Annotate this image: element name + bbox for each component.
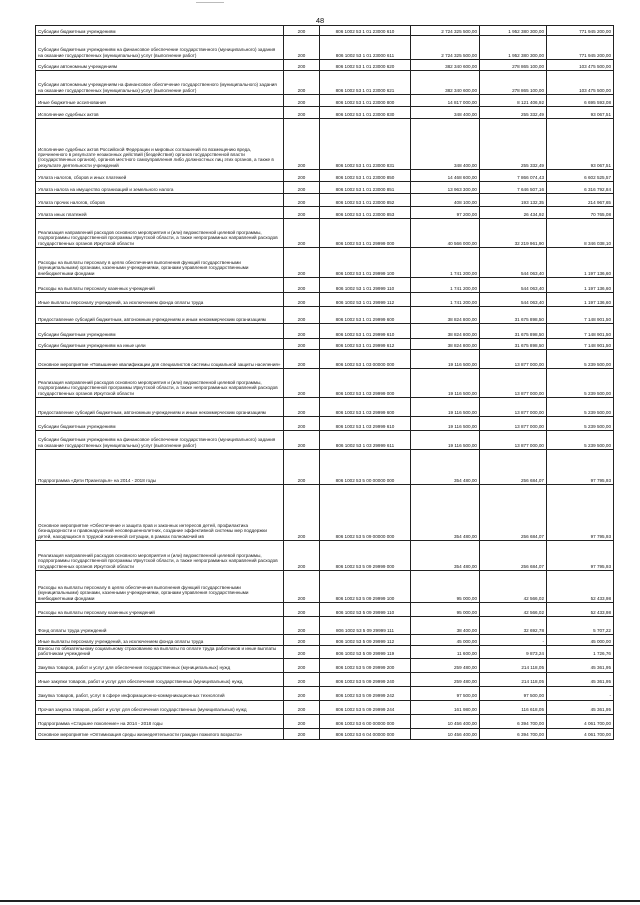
row-executed-amount: 9 873,24 bbox=[480, 646, 547, 659]
row-executed-amount: 13 877 000,00 bbox=[480, 417, 547, 431]
row-name: Субсидии автономным учреждениям на финансовое обеспечение государственного (муниципального) задания на оказание государственных (муниципальных) услуг (выполнение работ) bbox=[36, 71, 284, 95]
row-unexecuted-amount: 1 726,76 bbox=[547, 646, 614, 659]
row-name: Уплата налогов, сборов и иных платежей bbox=[36, 170, 284, 182]
row-budget-code: 806 1002 53 1 01 23000 620 bbox=[320, 60, 411, 71]
row-executed-amount: 116 618,05 bbox=[480, 700, 547, 714]
row-approved-amount: 97 500,00 bbox=[411, 686, 480, 700]
row-approved-amount: 40 566 000,00 bbox=[411, 219, 480, 248]
row-unexecuted-amount: 93 067,51 bbox=[547, 107, 614, 119]
scan-mark bbox=[196, 2, 224, 3]
row-budget-code: 806 1002 53 6 04 00000 000 bbox=[320, 728, 411, 739]
row-budget-code: 806 1002 53 5 09 29999 240 bbox=[320, 672, 411, 686]
row-budget-code: 806 1002 53 1 03 29999 000 bbox=[320, 369, 411, 398]
row-budget-code: 806 1002 53 1 01 23000 610 bbox=[320, 26, 411, 36]
row-executed-amount: 32 692,78 bbox=[480, 617, 547, 635]
row-budget-code: 806 1002 53 5 09 29999 242 bbox=[320, 686, 411, 700]
table-row bbox=[36, 672, 614, 686]
row-column-code: 200 bbox=[284, 369, 320, 398]
row-executed-amount: 13 877 000,00 bbox=[480, 431, 547, 450]
row-executed-amount: 6 394 700,00 bbox=[480, 714, 547, 728]
table-row bbox=[36, 350, 614, 369]
row-column-code: 200 bbox=[284, 324, 320, 339]
row-column-code: 200 bbox=[284, 728, 320, 739]
row-unexecuted-amount: 6 316 792,84 bbox=[547, 182, 614, 194]
row-approved-amount: 382 340 600,00 bbox=[411, 60, 480, 71]
row-executed-amount: 255 332,49 bbox=[480, 119, 547, 170]
row-column-code: 200 bbox=[284, 672, 320, 686]
row-executed-amount: 1 952 380 300,00 bbox=[480, 36, 547, 60]
table-row bbox=[36, 417, 614, 431]
row-unexecuted-amount: 103 475 500,00 bbox=[547, 71, 614, 95]
table-row bbox=[36, 571, 614, 603]
row-executed-amount: 278 865 100,00 bbox=[480, 71, 547, 95]
row-name: Прочая закупка товаров, работ и услуг для обеспечения государственных (муниципальных) нужд bbox=[36, 700, 284, 714]
row-approved-amount: 19 116 500,00 bbox=[411, 417, 480, 431]
row-budget-code: 806 1002 53 5 00 00000 000 bbox=[320, 450, 411, 485]
table-row bbox=[36, 26, 614, 36]
table-row bbox=[36, 714, 614, 728]
row-approved-amount: 38 824 800,00 bbox=[411, 307, 480, 324]
row-approved-amount: 354 480,00 bbox=[411, 541, 480, 571]
row-approved-amount: 2 724 325 500,00 bbox=[411, 36, 480, 60]
row-budget-code: 806 1002 53 6 00 00000 000 bbox=[320, 714, 411, 728]
row-unexecuted-amount: 97 795,93 bbox=[547, 541, 614, 571]
row-budget-code: 806 1002 53 1 01 23000 853 bbox=[320, 207, 411, 219]
row-approved-amount: 19 116 500,00 bbox=[411, 431, 480, 450]
row-budget-code: 806 1002 53 5 09 29999 000 bbox=[320, 541, 411, 571]
row-unexecuted-amount: 1 197 136,60 bbox=[547, 293, 614, 307]
table-row bbox=[36, 324, 614, 339]
row-executed-amount: 544 063,40 bbox=[480, 278, 547, 293]
row-executed-amount: 7 866 074,43 bbox=[480, 170, 547, 182]
row-column-code: 200 bbox=[284, 714, 320, 728]
table-row bbox=[36, 307, 614, 324]
row-unexecuted-amount: 45 361,95 bbox=[547, 700, 614, 714]
row-executed-amount: 256 684,07 bbox=[480, 450, 547, 485]
row-unexecuted-amount: 70 765,08 bbox=[547, 207, 614, 219]
row-unexecuted-amount: 45 000,00 bbox=[547, 635, 614, 646]
table-row bbox=[36, 207, 614, 219]
row-budget-code: 806 1002 53 1 01 29999 110 bbox=[320, 278, 411, 293]
row-executed-amount: 42 566,02 bbox=[480, 603, 547, 617]
row-approved-amount: 259 480,00 bbox=[411, 672, 480, 686]
row-budget-code: 806 1002 53 1 01 23000 800 bbox=[320, 95, 411, 107]
table-row bbox=[36, 686, 614, 700]
table-row bbox=[36, 728, 614, 739]
row-approved-amount: 95 000,00 bbox=[411, 571, 480, 603]
row-approved-amount: 11 600,00 bbox=[411, 646, 480, 659]
row-executed-amount: 13 877 000,00 bbox=[480, 350, 547, 369]
budget-execution-table bbox=[35, 25, 614, 740]
row-unexecuted-amount: 8 346 038,10 bbox=[547, 219, 614, 248]
row-budget-code: 806 1002 53 1 01 29999 610 bbox=[320, 324, 411, 339]
table-row bbox=[36, 95, 614, 107]
row-budget-code: 806 1002 53 1 01 23000 611 bbox=[320, 36, 411, 60]
row-name: Подпрограмма «Дети Приангарья» на 2014 - 2018 годы bbox=[36, 450, 284, 485]
row-column-code: 200 bbox=[284, 417, 320, 431]
row-budget-code: 806 1002 53 5 09 00000 000 bbox=[320, 485, 411, 541]
table-row bbox=[36, 36, 614, 60]
row-executed-amount: 8 121 406,92 bbox=[480, 95, 547, 107]
row-column-code: 200 bbox=[284, 95, 320, 107]
row-approved-amount: 1 741 200,00 bbox=[411, 293, 480, 307]
row-unexecuted-amount: 103 475 500,00 bbox=[547, 60, 614, 71]
row-executed-amount: 214 118,05 bbox=[480, 658, 547, 672]
row-name: Закупка товаров, работ и услуг для обеспечения государственных (муниципальных) нужд bbox=[36, 658, 284, 672]
row-executed-amount: 32 219 961,90 bbox=[480, 219, 547, 248]
row-column-code: 200 bbox=[284, 635, 320, 646]
row-name: Фонд оплаты труда учреждений bbox=[36, 617, 284, 635]
table-row bbox=[36, 603, 614, 617]
row-executed-amount: 13 877 000,00 bbox=[480, 398, 547, 417]
row-approved-amount: 1 741 200,00 bbox=[411, 248, 480, 278]
table-row bbox=[36, 194, 614, 207]
row-executed-amount: 256 684,07 bbox=[480, 541, 547, 571]
row-name: Расходы на выплаты персоналу казенных учреждений bbox=[36, 278, 284, 293]
row-name: Реализация направлений расходов основного мероприятия и (или) ведомственной целевой программы, подпрограммы государственной программы Иркутской области, а также непрограммных направлений расходов государственных органов Иркутской области bbox=[36, 541, 284, 571]
row-approved-amount: 38 824 800,00 bbox=[411, 339, 480, 350]
row-column-code: 200 bbox=[284, 293, 320, 307]
row-unexecuted-amount: 5 239 500,00 bbox=[547, 398, 614, 417]
row-column-code: 200 bbox=[284, 541, 320, 571]
table-row bbox=[36, 170, 614, 182]
row-name: Исполнение судебных актов bbox=[36, 107, 284, 119]
row-budget-code: 806 1002 53 5 09 29999 119 bbox=[320, 646, 411, 659]
row-executed-amount: 31 675 898,50 bbox=[480, 339, 547, 350]
row-unexecuted-amount: 52 433,98 bbox=[547, 603, 614, 617]
row-unexecuted-amount: 52 433,98 bbox=[547, 571, 614, 603]
row-approved-amount: 408 100,00 bbox=[411, 194, 480, 207]
row-column-code: 200 bbox=[284, 700, 320, 714]
row-approved-amount: 348 400,00 bbox=[411, 107, 480, 119]
row-column-code: 200 bbox=[284, 339, 320, 350]
row-name: Предоставление субсидий бюджетным, автономным учреждениям и иным некоммерческим организациям bbox=[36, 307, 284, 324]
row-unexecuted-amount: 97 795,93 bbox=[547, 450, 614, 485]
row-unexecuted-amount: 7 148 901,50 bbox=[547, 307, 614, 324]
row-name: Реализация направлений расходов основного мероприятия и (или) ведомственной целевой программы, подпрограммы государственной программы Иркутской области, а также непрограммных направлений расходов государственных органов Иркутской области bbox=[36, 369, 284, 398]
row-budget-code: 806 1002 53 1 01 29999 612 bbox=[320, 339, 411, 350]
row-column-code: 200 bbox=[284, 307, 320, 324]
row-unexecuted-amount: 5 239 500,00 bbox=[547, 431, 614, 450]
row-budget-code: 806 1002 53 1 03 29999 600 bbox=[320, 398, 411, 417]
row-unexecuted-amount: 4 061 700,00 bbox=[547, 728, 614, 739]
row-executed-amount: - bbox=[480, 635, 547, 646]
table-row bbox=[36, 541, 614, 571]
row-name: Исполнение судебных актов Российской Федерации и мировых соглашений по возмещению вреда, причиненного в результате незаконных действий (бездействия) органов государственной власти (государственных органов), органов местного самоуправления либо должностных лиц этих органов, а также в результате деятельности учреждений bbox=[36, 119, 284, 170]
row-budget-code: 806 1002 53 1 01 23000 621 bbox=[320, 71, 411, 95]
row-name: Основное мероприятие «Повышение квалификации для специалистов системы социальной защиты населения» bbox=[36, 350, 284, 369]
row-approved-amount: 354 480,00 bbox=[411, 450, 480, 485]
row-column-code: 200 bbox=[284, 431, 320, 450]
row-budget-code: 806 1002 53 1 01 29999 600 bbox=[320, 307, 411, 324]
row-approved-amount: 1 741 200,00 bbox=[411, 278, 480, 293]
row-executed-amount: 1 952 380 300,00 bbox=[480, 26, 547, 36]
row-approved-amount: 45 000,00 bbox=[411, 635, 480, 646]
row-column-code: 200 bbox=[284, 26, 320, 36]
row-approved-amount: 97 200,00 bbox=[411, 207, 480, 219]
row-name: Взносы по обязательному социальному страхованию на выплаты по оплате труда работников и иные выплаты работникам учреждений bbox=[36, 646, 284, 659]
row-executed-amount: 6 394 700,00 bbox=[480, 728, 547, 739]
row-name: Расходы на выплаты персоналу в целях обеспечения выполнения функций государственными (муниципальными) органами, казенными учреждениями, органами управления государственными внебюджетными фондами bbox=[36, 248, 284, 278]
row-executed-amount: 42 566,02 bbox=[480, 571, 547, 603]
row-unexecuted-amount: 771 945 200,00 bbox=[547, 26, 614, 36]
table-body bbox=[36, 26, 614, 740]
row-executed-amount: 7 646 507,16 bbox=[480, 182, 547, 194]
row-approved-amount: 259 480,00 bbox=[411, 658, 480, 672]
row-budget-code: 806 1002 53 1 01 23000 852 bbox=[320, 194, 411, 207]
row-name: Субсидии бюджетным учреждениям bbox=[36, 324, 284, 339]
table-row bbox=[36, 248, 614, 278]
row-name: Основное мероприятие «Обеспечение и защита прав и законных интересов детей, профилактика безнадзорности и правонарушений несовершеннолетних, создание эффективной системы мер поддержки детей, находящихся в трудной жизненной ситуации, в рамках полномочий мв bbox=[36, 485, 284, 541]
page-number: 48 bbox=[315, 16, 325, 25]
row-column-code: 200 bbox=[284, 646, 320, 659]
row-unexecuted-amount: 7 148 901,50 bbox=[547, 339, 614, 350]
row-executed-amount: 193 132,35 bbox=[480, 194, 547, 207]
row-column-code: 200 bbox=[284, 71, 320, 95]
row-approved-amount: 382 340 600,00 bbox=[411, 71, 480, 95]
row-name: Субсидии бюджетным учреждениям на финансовое обеспечение государственного (муниципального) задания на оказание государственных (муниципальных) услуг (выполнение работ) bbox=[36, 431, 284, 450]
row-budget-code: 806 1002 53 1 01 23000 831 bbox=[320, 119, 411, 170]
row-column-code: 200 bbox=[284, 194, 320, 207]
row-approved-amount: 348 400,00 bbox=[411, 119, 480, 170]
row-executed-amount: 544 063,40 bbox=[480, 248, 547, 278]
row-approved-amount: 161 980,00 bbox=[411, 700, 480, 714]
row-budget-code: 806 1002 53 5 09 29999 111 bbox=[320, 617, 411, 635]
row-name: Расходы на выплаты персоналу в целях обеспечения выполнения функций государственными (муниципальными) органами, казенными учреждениями, органами управления государственными внебюджетными фондами bbox=[36, 571, 284, 603]
row-column-code: 200 bbox=[284, 603, 320, 617]
row-budget-code: 806 1002 53 5 09 29999 110 bbox=[320, 603, 411, 617]
row-unexecuted-amount: 214 967,65 bbox=[547, 194, 614, 207]
row-budget-code: 806 1002 53 1 03 29999 611 bbox=[320, 431, 411, 450]
row-approved-amount: 19 116 500,00 bbox=[411, 369, 480, 398]
row-budget-code: 806 1002 53 5 09 29999 112 bbox=[320, 635, 411, 646]
row-unexecuted-amount: 45 361,95 bbox=[547, 658, 614, 672]
row-budget-code: 806 1002 53 1 01 29999 112 bbox=[320, 293, 411, 307]
row-approved-amount: 38 824 800,00 bbox=[411, 324, 480, 339]
row-approved-amount: 19 116 500,00 bbox=[411, 398, 480, 417]
row-name: Основное мероприятие «Оптимизация среды жизнедеятельности граждан пожилого возраста» bbox=[36, 728, 284, 739]
row-unexecuted-amount: 771 945 200,00 bbox=[547, 36, 614, 60]
row-name: Субсидии бюджетным учреждениям на иные цели bbox=[36, 339, 284, 350]
row-executed-amount: 31 675 898,50 bbox=[480, 324, 547, 339]
row-column-code: 200 bbox=[284, 248, 320, 278]
row-name: Иные выплаты персоналу учреждений, за исключением фонда оплаты труда bbox=[36, 293, 284, 307]
row-executed-amount: 31 675 898,50 bbox=[480, 307, 547, 324]
row-column-code: 200 bbox=[284, 450, 320, 485]
row-approved-amount: 14 468 600,00 bbox=[411, 170, 480, 182]
row-executed-amount: 97 500,00 bbox=[480, 686, 547, 700]
table-row bbox=[36, 646, 614, 659]
row-budget-code: 806 1002 53 1 03 29999 610 bbox=[320, 417, 411, 431]
row-name: Иные бюджетные ассигнования bbox=[36, 95, 284, 107]
row-name: Субсидии автономным учреждениям bbox=[36, 60, 284, 71]
row-unexecuted-amount: 45 361,95 bbox=[547, 672, 614, 686]
row-approved-amount: 354 480,00 bbox=[411, 485, 480, 541]
row-approved-amount: 95 000,00 bbox=[411, 603, 480, 617]
row-name: Субсидии бюджетным учреждениям bbox=[36, 26, 284, 36]
row-column-code: 200 bbox=[284, 207, 320, 219]
row-column-code: 200 bbox=[284, 398, 320, 417]
row-budget-code: 806 1002 53 1 01 29999 100 bbox=[320, 248, 411, 278]
table-row bbox=[36, 219, 614, 248]
row-column-code: 200 bbox=[284, 350, 320, 369]
table-row bbox=[36, 700, 614, 714]
row-column-code: 200 bbox=[284, 571, 320, 603]
row-budget-code: 806 1002 53 1 01 29999 000 bbox=[320, 219, 411, 248]
row-column-code: 200 bbox=[284, 107, 320, 119]
row-unexecuted-amount: 4 061 700,00 bbox=[547, 714, 614, 728]
row-unexecuted-amount: 7 148 901,50 bbox=[547, 324, 614, 339]
row-budget-code: 806 1002 53 1 01 23000 850 bbox=[320, 170, 411, 182]
row-budget-code: 806 1002 53 1 01 23000 830 bbox=[320, 107, 411, 119]
row-column-code: 200 bbox=[284, 36, 320, 60]
row-column-code: 200 bbox=[284, 617, 320, 635]
row-approved-amount: 2 724 325 500,00 bbox=[411, 26, 480, 36]
row-unexecuted-amount: 5 707,22 bbox=[547, 617, 614, 635]
table-row bbox=[36, 339, 614, 350]
table-row bbox=[36, 635, 614, 646]
table-row bbox=[36, 119, 614, 170]
row-column-code: 200 bbox=[284, 182, 320, 194]
row-executed-amount: 214 118,05 bbox=[480, 672, 547, 686]
table-row bbox=[36, 450, 614, 485]
row-unexecuted-amount: 5 239 500,00 bbox=[547, 369, 614, 398]
row-name: Предоставление субсидий бюджетным, автономным учреждениям и иным некоммерческим организациям bbox=[36, 398, 284, 417]
row-column-code: 200 bbox=[284, 119, 320, 170]
row-column-code: 200 bbox=[284, 658, 320, 672]
row-column-code: 200 bbox=[284, 60, 320, 71]
row-column-code: 200 bbox=[284, 170, 320, 182]
row-approved-amount: 19 116 500,00 bbox=[411, 350, 480, 369]
row-name: Субсидии бюджетным учреждениям bbox=[36, 417, 284, 431]
table-row bbox=[36, 658, 614, 672]
table-row bbox=[36, 107, 614, 119]
row-name: Подпрограмма «Старшее поколение» на 2014 - 2018 годы bbox=[36, 714, 284, 728]
row-unexecuted-amount: 1 197 136,60 bbox=[547, 278, 614, 293]
row-column-code: 200 bbox=[284, 485, 320, 541]
row-name: Иные закупки товаров, работ и услуг для обеспечения государственных (муниципальных) нужд bbox=[36, 672, 284, 686]
row-unexecuted-amount: 5 239 500,00 bbox=[547, 417, 614, 431]
table-row bbox=[36, 431, 614, 450]
table-row bbox=[36, 369, 614, 398]
row-name: Уплата прочих налогов, сборов bbox=[36, 194, 284, 207]
row-column-code: 200 bbox=[284, 686, 320, 700]
row-executed-amount: 256 684,07 bbox=[480, 485, 547, 541]
row-unexecuted-amount: 97 795,93 bbox=[547, 485, 614, 541]
table-row bbox=[36, 617, 614, 635]
row-approved-amount: 14 817 000,00 bbox=[411, 95, 480, 107]
row-unexecuted-amount: 6 602 525,57 bbox=[547, 170, 614, 182]
table-row bbox=[36, 278, 614, 293]
table-row bbox=[36, 485, 614, 541]
row-name: Закупка товаров, работ, услуг в сфере информационно-коммуникационных технологий bbox=[36, 686, 284, 700]
table-row bbox=[36, 293, 614, 307]
bottom-border bbox=[0, 900, 640, 902]
row-budget-code: 806 1002 53 5 09 29999 244 bbox=[320, 700, 411, 714]
row-executed-amount: 255 332,49 bbox=[480, 107, 547, 119]
row-executed-amount: 278 865 100,00 bbox=[480, 60, 547, 71]
table-row bbox=[36, 182, 614, 194]
row-unexecuted-amount: 1 197 136,60 bbox=[547, 248, 614, 278]
row-column-code: 200 bbox=[284, 219, 320, 248]
row-budget-code: 806 1002 53 5 09 29999 100 bbox=[320, 571, 411, 603]
row-executed-amount: 544 063,40 bbox=[480, 293, 547, 307]
row-budget-code: 806 1002 53 1 01 23000 851 bbox=[320, 182, 411, 194]
row-unexecuted-amount: 5 239 500,00 bbox=[547, 350, 614, 369]
table-row bbox=[36, 71, 614, 95]
table-row bbox=[36, 60, 614, 71]
row-executed-amount: 13 877 000,00 bbox=[480, 369, 547, 398]
row-approved-amount: 13 963 300,00 bbox=[411, 182, 480, 194]
row-name: Субсидии бюджетным учреждениям на финансовое обеспечение государственного (муниципального) задания на оказание государственных (муниципальных) услуг (выполнение работ) bbox=[36, 36, 284, 60]
row-approved-amount: 10 456 400,00 bbox=[411, 714, 480, 728]
row-approved-amount: 10 456 400,00 bbox=[411, 728, 480, 739]
row-unexecuted-amount: - bbox=[547, 686, 614, 700]
row-column-code: 200 bbox=[284, 278, 320, 293]
table-row bbox=[36, 398, 614, 417]
row-name: Расходы на выплаты персоналу казенных учреждений bbox=[36, 603, 284, 617]
row-name: Иные выплаты персоналу учреждений, за исключением фонда оплаты труда bbox=[36, 635, 284, 646]
row-name: Уплата налога на имущество организаций и земельного налога bbox=[36, 182, 284, 194]
row-unexecuted-amount: 93 067,51 bbox=[547, 119, 614, 170]
row-unexecuted-amount: 6 695 593,08 bbox=[547, 95, 614, 107]
row-executed-amount: 26 434,92 bbox=[480, 207, 547, 219]
row-approved-amount: 38 400,00 bbox=[411, 617, 480, 635]
row-budget-code: 806 1002 53 5 09 29999 200 bbox=[320, 658, 411, 672]
row-name: Реализация направлений расходов основного мероприятия и (или) ведомственной целевой программы, подпрограммы государственной программы Иркутской области, а также непрограммных направлений расходов государственных органов Иркутской области bbox=[36, 219, 284, 248]
row-budget-code: 806 1002 53 1 03 00000 000 bbox=[320, 350, 411, 369]
row-name: Уплата иных платежей bbox=[36, 207, 284, 219]
